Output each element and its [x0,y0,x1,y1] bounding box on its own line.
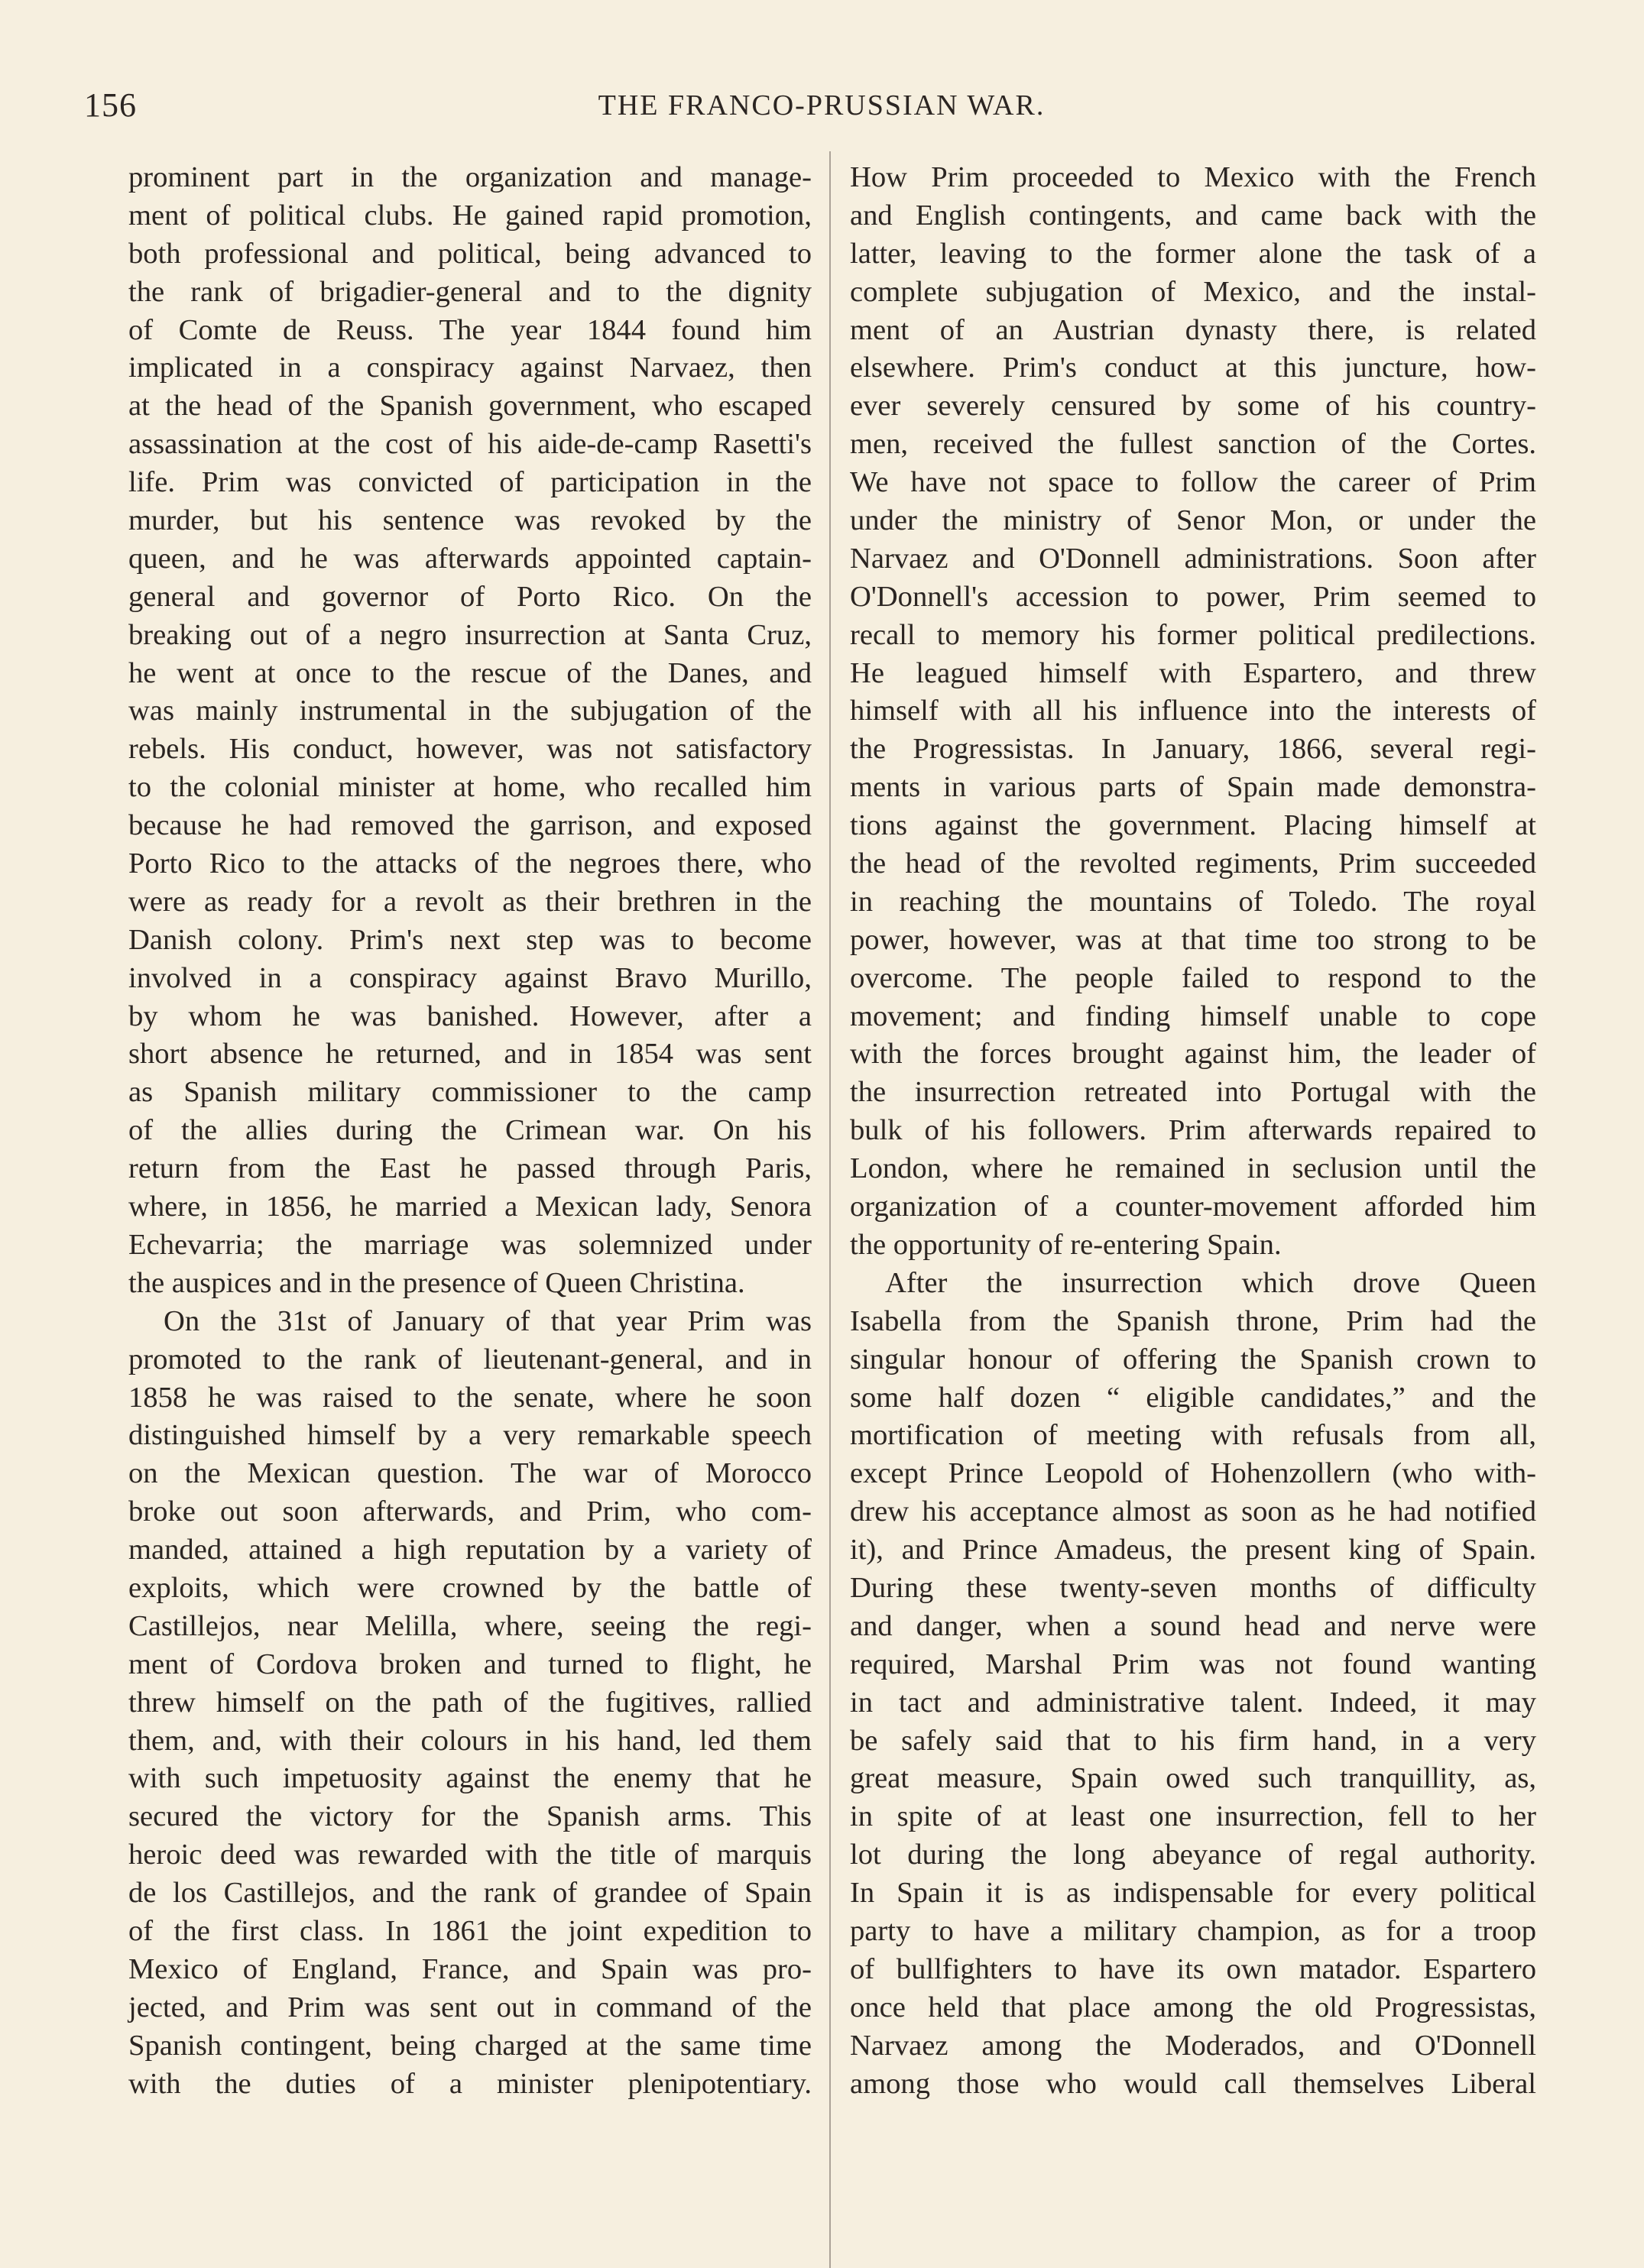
text-line: bulk of his followers. Prim afterwards repaired to [850,1114,1536,1147]
text-line: and danger, when a sound head and nerve were [850,1609,1536,1642]
text-line: ment of political clubs. He gained rapid promotion, [128,199,812,232]
text-line: them, and, with their colours in his hand, led them [128,1724,812,1757]
text-line: return from the East he passed through Paris, [128,1152,812,1185]
text-line: On the 31st of January of that year Prim was [164,1304,812,1337]
text-line: Porto Rico to the attacks of the negroes there, who [128,847,812,880]
text-line: on the Mexican question. The war of Morocco [128,1457,812,1490]
text-line: ment of Cordova broken and turned to flight, he [128,1648,812,1680]
text-line: O'Donnell's accession to power, Prim seemed to [850,580,1536,613]
text-line: tions against the government. Placing himself at [850,809,1536,842]
text-line: broke out soon afterwards, and Prim, who com- [128,1495,812,1528]
right-text-column [850,159,1536,2103]
text-line: the auspices and in the presence of Queen Christina. [128,1266,745,1299]
text-line: short absence he returned, and in 1854 was sent [128,1038,812,1071]
text-line: great measure, Spain owed such tranquillity, as, [850,1762,1536,1795]
text-line: overcome. The people failed to respond to the [850,961,1536,994]
text-line: be safely said that to his firm hand, in a very [850,1724,1536,1757]
text-line: in tact and administrative talent. Indeed, it may [850,1686,1536,1719]
text-line: of Comte de Reuss. The year 1844 found him [128,313,812,346]
text-line: In Spain it is as indispensable for every political [850,1877,1536,1910]
text-line: mortification of meeting with refusals from all, [850,1419,1536,1452]
text-line: some half dozen “ eligible candidates,” and the [850,1381,1536,1414]
text-line: threw himself on the path of the fugitives, rallied [128,1686,812,1719]
text-line: lot during the long abeyance of regal authority. [850,1839,1536,1871]
text-line: with the duties of a minister plenipotentiary. [128,2067,812,2100]
text-line: exploits, which were crowned by the battle of [128,1571,812,1604]
text-line: ment of an Austrian dynasty there, is related [850,313,1536,346]
text-line: jected, and Prim was sent out in command of the [128,1991,812,2023]
text-line: to the colonial minister at home, who recalled him [128,771,812,804]
text-line: in spite of at least one insurrection, fell to her [850,1800,1536,1833]
text-line: the opportunity of re-entering Spain. [850,1228,1282,1261]
text-line: power, however, was at that time too strong to be [850,923,1536,956]
text-line: he went at once to the rescue of the Danes, and [128,656,812,689]
page-header [84,86,1559,131]
text-line: men, received the fullest sanction of the Cortes. [850,428,1536,461]
text-line: himself with all his influence into the interests of [850,695,1536,727]
text-line: life. Prim was convicted of participation in the [128,466,812,499]
text-line: implicated in a conspiracy against Narvaez, then [128,352,812,384]
text-line: London, where he remained in seclusion until the [850,1152,1536,1185]
text-line: rebels. His conduct, however, was not satisfactory [128,733,812,766]
text-line: of bullfighters to have its own matador. Espartero [850,1952,1536,1985]
text-line: it), and Prince Amadeus, the present king of Spain. [850,1534,1536,1567]
text-line: involved in a conspiracy against Bravo Murillo, [128,961,812,994]
text-line: in reaching the mountains of Toledo. The royal [850,885,1536,918]
left-text-column [128,159,812,2103]
text-line: was mainly instrumental in the subjugation of the [128,695,812,727]
text-line: queen, and he was afterwards appointed captain- [128,542,812,575]
text-line: the Progressistas. In January, 1866, several regi- [850,733,1536,766]
text-line: the insurrection retreated into Portugal with the [850,1076,1536,1109]
text-line: once held that place among the old Progressistas, [850,1991,1536,2023]
text-line: the rank of brigadier-general and to the dignity [128,275,812,308]
text-line: Isabella from the Spanish throne, Prim had the [850,1304,1536,1337]
text-line: at the head of the Spanish government, who escaped [128,390,812,423]
column-divider [829,151,831,2268]
text-line: assassination at the cost of his aide-de-camp Rasetti's [128,428,812,461]
text-line: heroic deed was rewarded with the title of marquis [128,1839,812,1871]
text-line: During these twenty-seven months of difficulty [850,1571,1536,1604]
text-line: ever severely censured by some of his country- [850,390,1536,423]
running-title: THE FRANCO-PRUSSIAN WAR. [598,89,1046,122]
text-line: with such impetuosity against the enemy that he [128,1762,812,1795]
text-line: Castillejos, near Melilla, where, seeing the regi- [128,1609,812,1642]
page-number: 156 [84,86,137,124]
text-line: Narvaez and O'Donnell administrations. Soon after [850,542,1536,575]
text-line: recall to memory his former political predilections. [850,618,1536,651]
text-line: general and governor of Porto Rico. On the [128,580,812,613]
text-line: under the ministry of Senor Mon, or under the [850,504,1536,537]
text-line: Danish colony. Prim's next step was to become [128,923,812,956]
text-line: murder, but his sentence was revoked by the [128,504,812,537]
text-line: He leagued himself with Espartero, and threw [850,656,1536,689]
text-line: by whom he was banished. However, after a [128,1000,812,1032]
text-line: and English contingents, and came back with the [850,199,1536,232]
text-line: organization of a counter-movement afforded him [850,1191,1536,1223]
text-line: among those who would call themselves Liberal [850,2067,1536,2100]
text-line: were as ready for a revolt as their brethren in the [128,885,812,918]
text-line: drew his acceptance almost as soon as he had notified [850,1495,1536,1528]
text-line: as Spanish military commissioner to the camp [128,1076,812,1109]
text-line: because he had removed the garrison, and exposed [128,809,812,842]
text-line: How Prim proceeded to Mexico with the French [850,161,1536,193]
text-line: We have not space to follow the career of Prim [850,466,1536,499]
text-line: the head of the revolted regiments, Prim succeeded [850,847,1536,880]
text-line: Mexico of England, France, and Spain was pro- [128,1952,812,1985]
text-line: singular honour of offering the Spanish crown to [850,1343,1536,1375]
text-line: complete subjugation of Mexico, and the instal- [850,275,1536,308]
text-line: of the first class. In 1861 the joint expedition to [128,1914,812,1947]
text-line: Spanish contingent, being charged at the same time [128,2029,812,2062]
text-line: both professional and political, being advanced to [128,237,812,270]
text-line: except Prince Leopold of Hohenzollern (who with- [850,1457,1536,1490]
text-line: required, Marshal Prim was not found wanting [850,1648,1536,1680]
text-line: movement; and finding himself unable to cope [850,1000,1536,1032]
text-line: breaking out of a negro insurrection at Santa Cruz, [128,618,812,651]
text-line: After the insurrection which drove Queen [885,1266,1536,1299]
text-line: secured the victory for the Spanish arms. This [128,1800,812,1833]
text-line: of the allies during the Crimean war. On his [128,1114,812,1147]
text-line: promoted to the rank of lieutenant-general, and in [128,1343,812,1375]
text-line: de los Castillejos, and the rank of grandee of Spain [128,1877,812,1910]
text-line: latter, leaving to the former alone the task of a [850,237,1536,270]
text-line: where, in 1856, he married a Mexican lady, Senora [128,1191,812,1223]
text-line: elsewhere. Prim's conduct at this juncture, how- [850,352,1536,384]
text-line: prominent part in the organization and manage- [128,161,812,193]
text-line: distinguished himself by a very remarkable speech [128,1419,812,1452]
text-line: Narvaez among the Moderados, and O'Donnell [850,2029,1536,2062]
text-line: 1858 he was raised to the senate, where he soon [128,1381,812,1414]
text-line: Echevarria; the marriage was solemnized under [128,1228,812,1261]
text-line: ments in various parts of Spain made demonstra- [850,771,1536,804]
text-line: party to have a military champion, as for a troop [850,1914,1536,1947]
text-line: with the forces brought against him, the leader of [850,1038,1536,1071]
text-line: manded, attained a high reputation by a variety of [128,1534,812,1567]
